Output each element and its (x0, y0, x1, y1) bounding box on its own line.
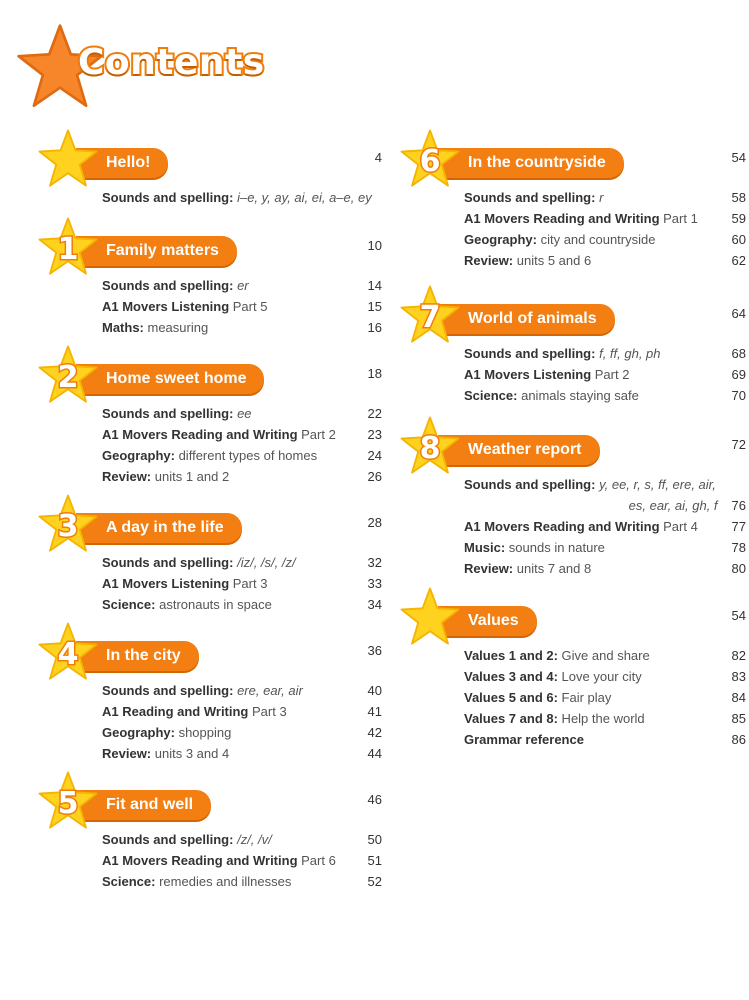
entry-label (464, 732, 584, 747)
unit-title: Hello! (76, 148, 168, 178)
entry-topic: A1 Movers Reading and Writing (102, 853, 298, 868)
entry-page-number: 34 (367, 597, 382, 612)
entry-topic: Sounds and spelling: (102, 683, 234, 698)
entry-page-number: 82 (731, 648, 746, 663)
entry-detail: Part 2 (591, 367, 630, 382)
entry-page-number: 70 (731, 388, 746, 403)
entry-topic: Sounds and spelling: (102, 555, 234, 570)
unit-number: 4 (57, 636, 79, 672)
entry-page-number: 52 (367, 874, 382, 889)
entry-label (102, 597, 272, 612)
entry-page-number: 32 (367, 555, 382, 570)
entry-label (102, 683, 303, 698)
star-icon (36, 128, 100, 190)
entry-topic: Science: (464, 388, 518, 403)
entry-label (102, 320, 208, 335)
unit-header-u8[interactable] (398, 415, 746, 485)
unit-title: Family matters (76, 236, 237, 266)
entry-detail: Part 3 (248, 704, 287, 719)
entry-topic: Sounds and spelling: (464, 477, 596, 492)
entry-label (464, 648, 650, 663)
entry-topic: Sounds and spelling: (464, 346, 596, 361)
entry-label (464, 388, 639, 403)
contents-entry[interactable] (102, 278, 382, 293)
unit-title: Home sweet home (76, 364, 264, 394)
entry-topic: A1 Movers Reading and Writing (464, 519, 660, 534)
entry-topic: Values 1 and 2: (464, 648, 558, 663)
entry-label (102, 190, 372, 205)
entry-topic: A1 Movers Listening (102, 576, 230, 591)
contents-entry[interactable] (464, 346, 746, 361)
contents-entry[interactable] (102, 874, 382, 889)
entry-label (464, 477, 716, 492)
entry-label (102, 725, 231, 740)
entry-detail: Part 1 (659, 211, 698, 226)
entry-page-number: 41 (367, 704, 382, 719)
entry-topic: A1 Movers Listening (464, 367, 592, 382)
entry-topic: Values 5 and 6: (464, 690, 558, 705)
unit-header-u3[interactable] (36, 493, 382, 563)
contents-entry[interactable] (464, 253, 746, 268)
entry-topic: Science: (102, 874, 156, 889)
entry-detail: units 3 and 4 (151, 746, 230, 761)
contents-entry[interactable] (102, 853, 382, 868)
entry-page-number: 69 (731, 367, 746, 382)
entry-topic: Values 3 and 4: (464, 669, 558, 684)
entry-label (102, 278, 249, 293)
contents-entry[interactable] (464, 732, 746, 747)
contents-entry[interactable] (102, 683, 382, 698)
contents-entry[interactable] (102, 576, 382, 591)
entry-topic: A1 Movers Reading and Writing (102, 427, 298, 442)
unit-header-u4[interactable] (36, 621, 382, 691)
entry-label (102, 469, 229, 484)
entry-detail: measuring (143, 320, 209, 335)
unit-number: 6 (419, 143, 441, 179)
entry-topic: Review: (102, 746, 152, 761)
entry-label (102, 406, 252, 421)
entry-label (464, 211, 698, 226)
unit-page-number: 28 (367, 515, 382, 530)
entry-topic: A1 Reading and Writing (102, 704, 249, 719)
contents-entry[interactable] (102, 555, 382, 570)
unit-number: 3 (57, 508, 79, 544)
unit-header-u7[interactable] (398, 284, 746, 354)
entry-sounds: ee (237, 406, 252, 421)
entry-topic: Geography: (102, 725, 175, 740)
entry-label (102, 832, 272, 847)
contents-entry[interactable] (102, 746, 382, 761)
entry-page-number: 68 (731, 346, 746, 361)
unit-header-values[interactable] (398, 586, 746, 656)
contents-entry[interactable] (464, 232, 746, 247)
entry-topic: Geography: (102, 448, 175, 463)
entry-topic: A1 Movers Listening (102, 299, 230, 314)
entry-label (102, 555, 296, 570)
unit-title: In the city (76, 641, 199, 671)
entry-page-number: 77 (731, 519, 746, 534)
unit-number: 2 (57, 359, 79, 395)
entry-label (464, 711, 645, 726)
unit-header-hello[interactable] (36, 128, 382, 198)
entry-topic: Music: (464, 540, 506, 555)
star-icon (398, 586, 462, 648)
entry-topic: Review: (102, 469, 152, 484)
contents-entry[interactable] (464, 648, 746, 663)
entry-detail: Part 6 (297, 853, 336, 868)
unit-page-number: 46 (367, 792, 382, 807)
contents-entry[interactable] (464, 540, 746, 555)
contents-entry[interactable] (464, 690, 746, 705)
contents-entry[interactable] (464, 477, 746, 492)
contents-entry[interactable] (102, 406, 382, 421)
entry-page-number: 58 (731, 190, 746, 205)
unit-title: In the countryside (438, 148, 624, 178)
entry-detail: Part 3 (229, 576, 268, 591)
entry-page-number: 44 (367, 746, 382, 761)
entry-detail: shopping (174, 725, 232, 740)
unit-title: Values (438, 606, 537, 636)
entry-detail: animals staying safe (517, 388, 639, 403)
entry-page-number: 22 (367, 406, 382, 421)
entry-page-number: 59 (731, 211, 746, 226)
unit-title: Weather report (438, 435, 600, 465)
entry-label (102, 853, 336, 868)
entry-sounds: y, ee, r, s, ff, ere, air, (599, 477, 716, 492)
entry-sounds: r (599, 190, 604, 205)
entry-topic: Science: (102, 597, 156, 612)
entry-topic: Sounds and spelling: (464, 190, 596, 205)
unit-number: 5 (57, 785, 79, 821)
unit-header-u1[interactable] (36, 216, 382, 286)
unit-page-number: 36 (367, 643, 382, 658)
entry-page-number: 80 (731, 561, 746, 576)
contents-entry[interactable] (102, 190, 382, 205)
entry-topic: Maths: (102, 320, 144, 335)
unit-number: 7 (419, 299, 441, 335)
entry-page-number: 15 (367, 299, 382, 314)
unit-number: 1 (57, 231, 79, 267)
entry-topic: Values 7 and 8: (464, 711, 558, 726)
entry-page-number: 26 (367, 469, 382, 484)
entry-page-number: 83 (731, 669, 746, 684)
entry-sounds: /iz/, /s/, /z/ (237, 555, 296, 570)
entry-topic: Grammar reference (464, 732, 584, 747)
unit-header-u5[interactable] (36, 770, 382, 840)
entry-label (102, 448, 317, 463)
entry-page-number: 23 (367, 427, 382, 442)
entry-sounds: er (237, 278, 249, 293)
unit-title: World of animals (438, 304, 615, 334)
entry-detail: different types of homes (174, 448, 318, 463)
entry-detail: units 1 and 2 (151, 469, 230, 484)
entry-detail: city and countryside (536, 232, 656, 247)
entry-page-number: 16 (367, 320, 382, 335)
entry-page-number: 33 (367, 576, 382, 591)
entry-label (102, 576, 267, 591)
entry-detail: remedies and illnesses (155, 874, 292, 889)
entry-page-number: 60 (731, 232, 746, 247)
contents-entry[interactable] (464, 561, 746, 576)
entry-label (102, 299, 267, 314)
contents-entry[interactable] (102, 597, 382, 612)
entry-label (102, 704, 287, 719)
contents-entry[interactable] (102, 704, 382, 719)
entry-sounds: f, ff, gh, ph (599, 346, 661, 361)
unit-header-u2[interactable] (36, 344, 382, 414)
entry-detail: Part 2 (297, 427, 336, 442)
unit-page-number: 72 (731, 437, 746, 452)
entry-sounds: ere, ear, air (237, 683, 303, 698)
entry-topic: Review: (464, 253, 514, 268)
entry-label (464, 519, 698, 534)
entry-page-number: 42 (367, 725, 382, 740)
entry-label (464, 367, 629, 382)
contents-entry[interactable] (102, 448, 382, 463)
contents-entry[interactable] (464, 498, 746, 513)
entry-page-number: 14 (367, 278, 382, 293)
entry-page-number: 40 (367, 683, 382, 698)
entry-sounds: /z/, /v/ (237, 832, 272, 847)
entry-label (464, 561, 591, 576)
contents-entry[interactable] (102, 320, 382, 335)
entry-detail: Fair play (557, 690, 612, 705)
contents-entry[interactable] (102, 832, 382, 847)
entry-label (464, 690, 611, 705)
entry-label (464, 232, 655, 247)
unit-page-number: 54 (731, 150, 746, 165)
unit-title: A day in the life (76, 513, 242, 543)
entry-detail: Part 4 (659, 519, 698, 534)
entry-detail: Give and share (557, 648, 650, 663)
contents-entry[interactable] (464, 519, 746, 534)
contents-entry[interactable] (464, 367, 746, 382)
entry-page-number: 78 (731, 540, 746, 555)
entry-label (464, 190, 603, 205)
entry-label (102, 427, 336, 442)
contents-entry[interactable] (464, 388, 746, 403)
contents-entry[interactable] (464, 711, 746, 726)
entry-detail: units 5 and 6 (513, 253, 592, 268)
entry-topic: Sounds and spelling: (102, 832, 234, 847)
entry-detail: Part 5 (229, 299, 268, 314)
entry-detail: units 7 and 8 (513, 561, 592, 576)
unit-number: 8 (419, 430, 441, 466)
entry-topic: A1 Movers Reading and Writing (464, 211, 660, 226)
unit-page-number: 54 (731, 608, 746, 623)
entry-page-number: 76 (731, 498, 746, 513)
entry-topic: Geography: (464, 232, 537, 247)
entry-sounds: es, ear, ai, gh, f (628, 498, 718, 513)
entry-page-number: 51 (367, 853, 382, 868)
entry-label (464, 669, 642, 684)
contents-entry[interactable] (102, 427, 382, 442)
entry-detail: astronauts in space (155, 597, 272, 612)
entry-page-number: 62 (731, 253, 746, 268)
entry-page-number: 84 (731, 690, 746, 705)
contents-entry[interactable] (464, 211, 746, 226)
contents-entry[interactable] (464, 190, 746, 205)
unit-page-number: 18 (367, 366, 382, 381)
unit-title: Fit and well (76, 790, 211, 820)
entry-sounds: i–e, y, ay, ai, ei, a–e, ey (237, 190, 372, 205)
contents-entry[interactable] (102, 725, 382, 740)
entry-label (629, 498, 732, 513)
contents-entry[interactable] (102, 299, 382, 314)
entry-topic: Review: (464, 561, 514, 576)
entry-label (464, 540, 605, 555)
contents-entry[interactable] (102, 469, 382, 484)
entry-detail: Help the world (557, 711, 645, 726)
entry-topic: Sounds and spelling: (102, 190, 234, 205)
entry-label (102, 746, 229, 761)
entry-detail: Love your city (557, 669, 642, 684)
entry-topic: Sounds and spelling: (102, 278, 234, 293)
page-title: Contents (78, 42, 265, 83)
entry-label (464, 253, 591, 268)
entry-page-number: 85 (731, 711, 746, 726)
entry-topic: Sounds and spelling: (102, 406, 234, 421)
entry-page-number: 86 (731, 732, 746, 747)
unit-header-u6[interactable] (398, 128, 746, 198)
entry-label (464, 346, 661, 361)
entry-label (102, 874, 291, 889)
entry-page-number: 24 (367, 448, 382, 463)
entry-detail: sounds in nature (505, 540, 605, 555)
unit-page-number: 10 (367, 238, 382, 253)
contents-entry[interactable] (464, 669, 746, 684)
entry-page-number: 50 (367, 832, 382, 847)
unit-page-number: 64 (731, 306, 746, 321)
unit-page-number: 4 (374, 150, 382, 165)
